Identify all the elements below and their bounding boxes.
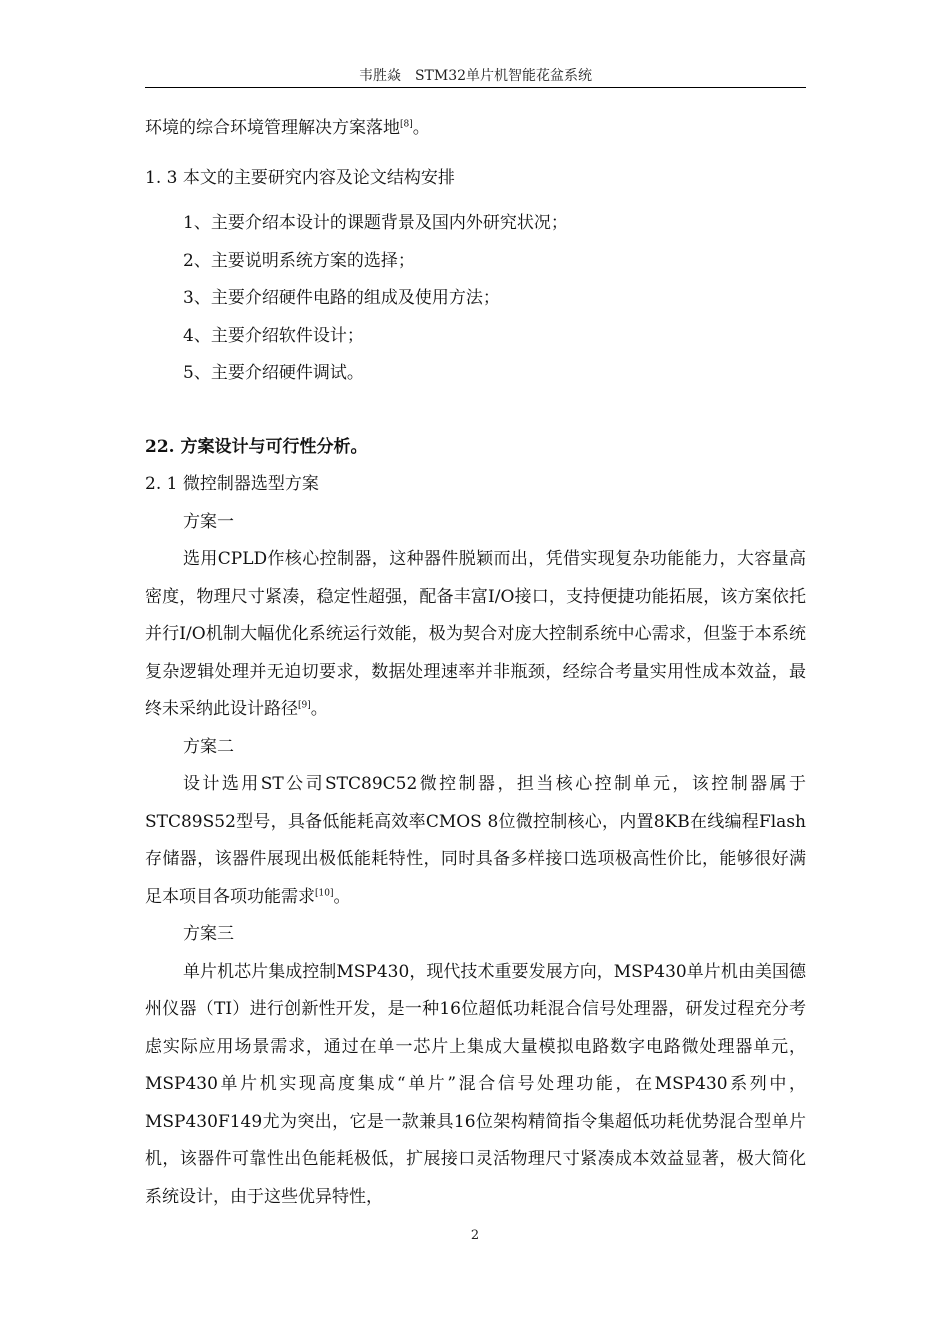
header-title: STM32单片机智能花盆系统 xyxy=(414,68,593,84)
header-rule xyxy=(145,87,806,88)
scheme2-text: 设计选用ST公司STC89C52微控制器，担当核心控制单元，该控制器属于STC89S52型号，具备低能耗高效率CMOS 8位微控制核心，内置8KB在线编程Flash存储器，该器件展现出极低能耗特性，同时具备多样接口选项极高性价比，能够很好满足本项目各项功能需求 xyxy=(145,774,806,907)
citation-ref: [9] xyxy=(298,700,311,711)
scheme2-title: 方案二 xyxy=(183,736,234,757)
running-header xyxy=(145,66,806,86)
scheme2-tail: 。 xyxy=(333,886,351,907)
scheme1-text: 选用CPLD作核心控制器，这种器件脱颖而出，凭借实现复杂功能能力，大容量高密度，物理尺寸紧凑，稳定性超强，配备丰富I/O接口，支持便捷功能拓展，该方案依托并行I/O机制大幅优化系统运行效能，极为契合对庞大控制系统中心需求，但鉴于本系统复杂逻辑处理并无迫切要求，数据处理速率并非瓶颈，经综合考量实用性成本效益，最终未采纳此设计路径 xyxy=(145,549,806,719)
continuation-text: 环境的综合环境管理解决方案落地 xyxy=(145,118,400,138)
scheme1-tail: 。 xyxy=(310,699,328,719)
header-author: 韦胜焱 xyxy=(358,68,401,84)
scheme1-title: 方案一 xyxy=(183,511,234,532)
section-heading-2-1: 2. 1 微控制器选型方案 xyxy=(145,474,319,494)
list-item: 1、主要介绍本设计的课题背景及国内外研究状况； xyxy=(183,213,568,233)
list-item: 5、主要介绍硬件调试。 xyxy=(183,363,364,383)
section-heading-1-3: 1. 3 本文的主要研究内容及论文结构安排 xyxy=(145,167,455,188)
page-number: 2 xyxy=(470,1228,480,1243)
scheme3-title: 方案三 xyxy=(183,924,234,944)
page-body xyxy=(145,110,806,1216)
citation-ref: [10] xyxy=(315,887,334,898)
list-item: 4、主要介绍软件设计； xyxy=(183,325,364,346)
scheme3-paragraph: 单片机芯片集成控制MSP430，现代技术重要发展方向，MSP430单片机由美国德州仪器（TI）进行创新性开发，是一种16位超低功耗混合信号处理器，研发过程充分考虑实际应用场景需求，通过在单一芯片上集成大量模拟电路数字电路微处理器单元，MSP430单片机实现高度集成“单片”混合信号处理功能，在MSP430系列中，MSP430F149尤为突出，它是一款兼具16位架构精简指令集超低功耗优势混合型单片机，该器件可靠性出色能耗极低，扩展接口灵活物理尺寸紧凑成本效益显著，极大简化系统设计，由于这些优异特性， xyxy=(145,961,806,1207)
continuation-tail: 。 xyxy=(412,118,430,138)
citation-ref: [8] xyxy=(400,119,413,130)
chapter-heading-2: 22. 方案设计与可行性分析。 xyxy=(145,436,368,457)
scheme2-paragraph xyxy=(145,766,806,916)
continuation-paragraph xyxy=(145,110,806,148)
scheme1-paragraph xyxy=(145,541,806,729)
list-item: 3、主要介绍硬件电路的组成及使用方法； xyxy=(183,288,500,308)
list-item: 2、主要说明系统方案的选择； xyxy=(183,250,415,271)
